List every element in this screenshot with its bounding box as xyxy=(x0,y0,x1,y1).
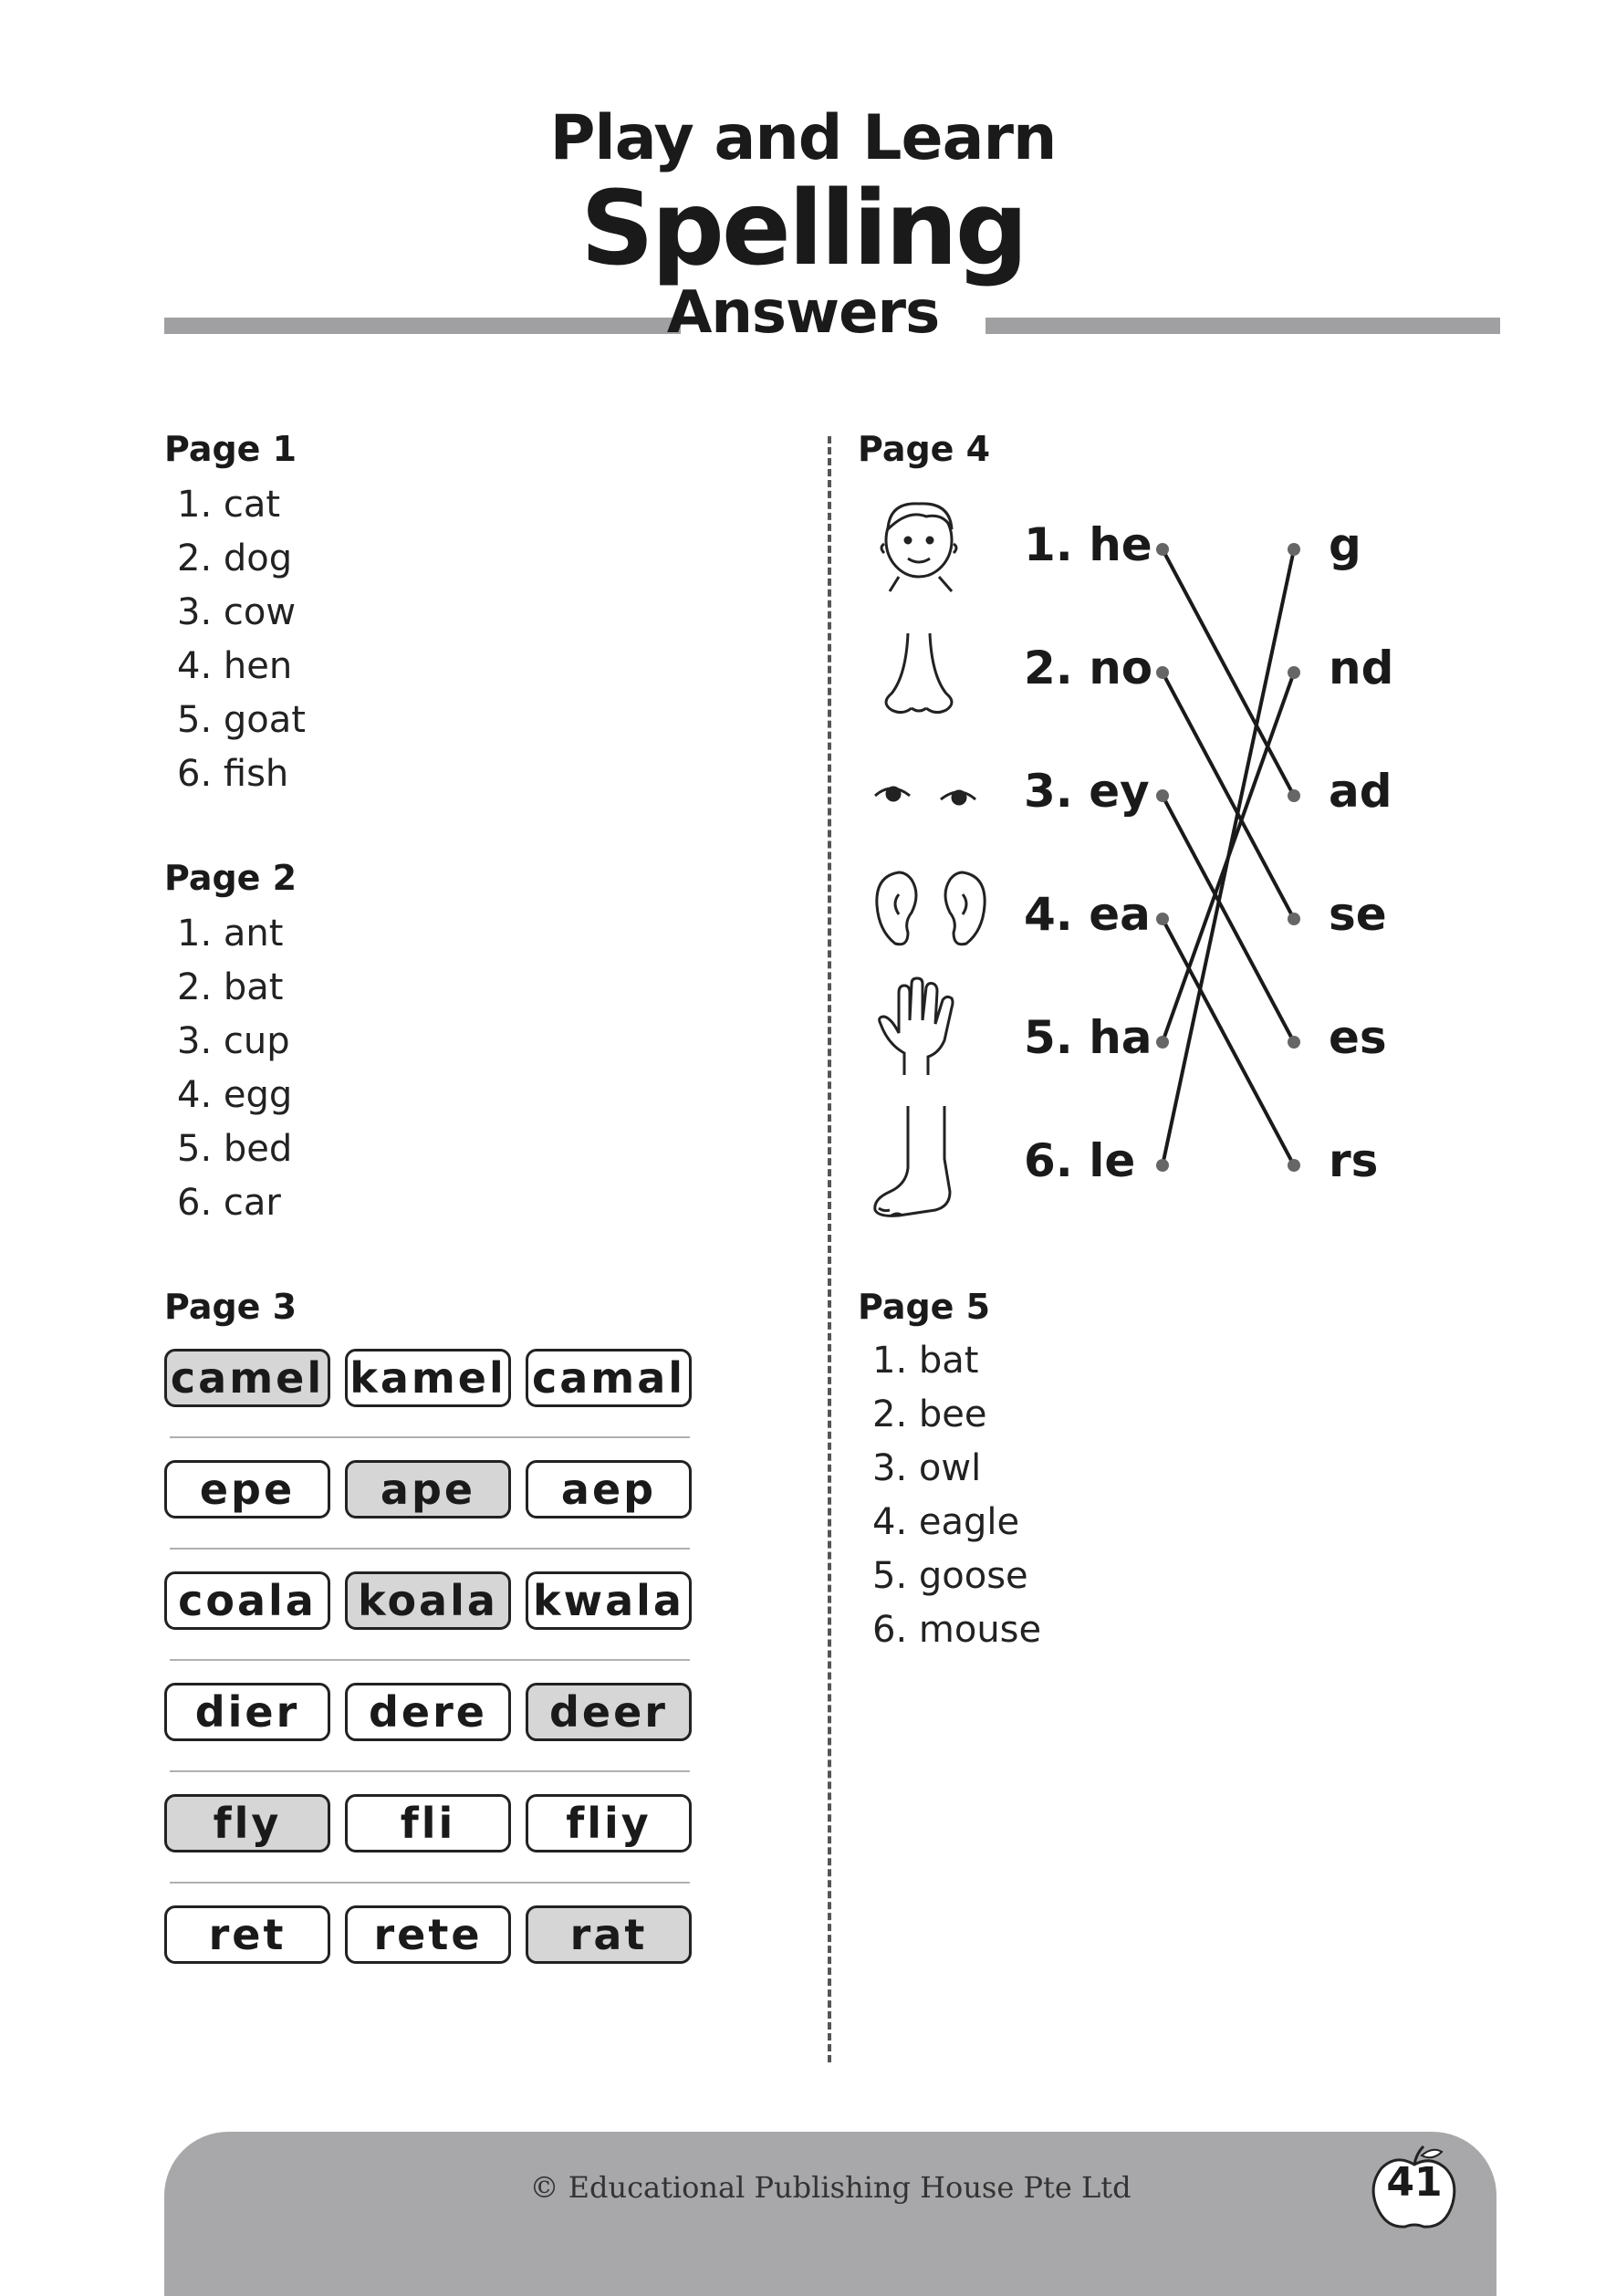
page1-heading: Page 1 xyxy=(164,429,297,469)
match-dot xyxy=(1288,1036,1300,1049)
list-item: 6. fish xyxy=(177,753,289,795)
match-line xyxy=(1163,796,1294,1042)
list-item: 5. bed xyxy=(177,1128,293,1170)
list-item: 3. cup xyxy=(177,1020,290,1062)
match-dot xyxy=(1156,666,1169,679)
match-dot xyxy=(1156,543,1169,556)
list-item: 2. bee xyxy=(872,1393,987,1435)
list-item: 6. car xyxy=(177,1182,281,1224)
list-item: 1. cat xyxy=(177,484,281,526)
row-separator xyxy=(170,1882,690,1884)
row-separator xyxy=(170,1436,690,1438)
word-option: fli xyxy=(345,1794,511,1852)
match-right-item: es xyxy=(1329,1011,1387,1064)
match-right-item: rs xyxy=(1329,1134,1379,1187)
list-item: 3. cow xyxy=(177,591,297,633)
word-option-correct: rat xyxy=(526,1905,692,1964)
match-left-item: 3. ey xyxy=(1024,765,1150,818)
list-item: 2. bat xyxy=(177,966,284,1008)
page5-answer-list xyxy=(872,1334,1041,1657)
ears-icon xyxy=(871,867,990,949)
word-option: epe xyxy=(164,1460,330,1518)
page4-heading: Page 4 xyxy=(858,429,991,469)
list-item: 1. ant xyxy=(177,913,284,955)
word-option: camal xyxy=(526,1349,692,1407)
match-dot xyxy=(1288,543,1300,556)
word-option: kwala xyxy=(526,1571,692,1630)
match-right-item: nd xyxy=(1329,642,1394,694)
word-option: dere xyxy=(345,1683,511,1741)
page2-heading: Page 2 xyxy=(164,858,297,898)
match-left-item: 4. ea xyxy=(1024,888,1151,941)
leg-icon xyxy=(871,1104,972,1223)
eyes-icon xyxy=(871,776,981,812)
match-dot xyxy=(1156,1036,1169,1049)
match-line xyxy=(1163,549,1294,796)
face-icon xyxy=(871,493,972,593)
nose-icon xyxy=(871,630,972,721)
word-option: rete xyxy=(345,1905,511,1964)
title-spelling: Spelling xyxy=(580,170,1026,288)
match-dot xyxy=(1288,913,1300,925)
title-play-and-learn: Play and Learn xyxy=(549,102,1057,174)
copyright-text: © Educational Publishing House Pte Ltd xyxy=(529,2170,1132,2205)
list-item: 4. egg xyxy=(177,1074,293,1116)
title-answers: Answers xyxy=(666,279,940,347)
match-dot xyxy=(1288,1159,1300,1172)
list-item: 6. mouse xyxy=(872,1609,1042,1651)
match-right-item: se xyxy=(1329,888,1387,941)
word-option: kamel xyxy=(345,1349,511,1407)
page5-heading: Page 5 xyxy=(858,1287,991,1327)
page2-answer-list xyxy=(177,907,292,1230)
hand-icon xyxy=(871,976,972,1077)
match-line xyxy=(1163,673,1294,919)
list-item: 4. hen xyxy=(177,645,293,687)
word-option-correct: ape xyxy=(345,1460,511,1518)
match-left-item: 2. no xyxy=(1024,642,1153,694)
match-right-item: g xyxy=(1329,518,1361,571)
match-left-item: 5. ha xyxy=(1024,1011,1152,1064)
match-left-item: 1. he xyxy=(1024,518,1152,571)
list-item: 4. eagle xyxy=(872,1501,1020,1543)
word-option: fliy xyxy=(526,1794,692,1852)
word-option: coala xyxy=(164,1571,330,1630)
row-separator xyxy=(170,1770,690,1772)
page3-heading: Page 3 xyxy=(164,1287,297,1327)
word-option: ret xyxy=(164,1905,330,1964)
match-dot xyxy=(1156,789,1169,802)
word-option-correct: koala xyxy=(345,1571,511,1630)
match-dot xyxy=(1288,666,1300,679)
match-left-item: 6. le xyxy=(1024,1134,1136,1187)
list-item: 5. goat xyxy=(177,699,306,741)
row-separator xyxy=(170,1659,690,1661)
word-option-correct: deer xyxy=(526,1683,692,1741)
footer-band xyxy=(164,2132,1496,2296)
list-item: 3. owl xyxy=(872,1447,982,1489)
match-line xyxy=(1163,919,1294,1165)
match-dot xyxy=(1156,1159,1169,1172)
page4-match-lines xyxy=(1141,538,1323,1177)
match-dot xyxy=(1288,789,1300,802)
match-line xyxy=(1163,549,1294,1165)
word-option: dier xyxy=(164,1683,330,1741)
column-divider xyxy=(828,436,831,2062)
row-separator xyxy=(170,1548,690,1550)
page-number: 41 xyxy=(1386,2159,1443,2206)
word-option: aep xyxy=(526,1460,692,1518)
page1-answer-list xyxy=(177,478,306,801)
list-item: 5. goose xyxy=(872,1555,1028,1597)
match-right-item: ad xyxy=(1329,765,1392,818)
match-dot xyxy=(1156,913,1169,925)
word-option-correct: camel xyxy=(164,1349,330,1407)
word-option-correct: fly xyxy=(164,1794,330,1852)
list-item: 2. dog xyxy=(177,537,293,579)
list-item: 1. bat xyxy=(872,1340,979,1382)
